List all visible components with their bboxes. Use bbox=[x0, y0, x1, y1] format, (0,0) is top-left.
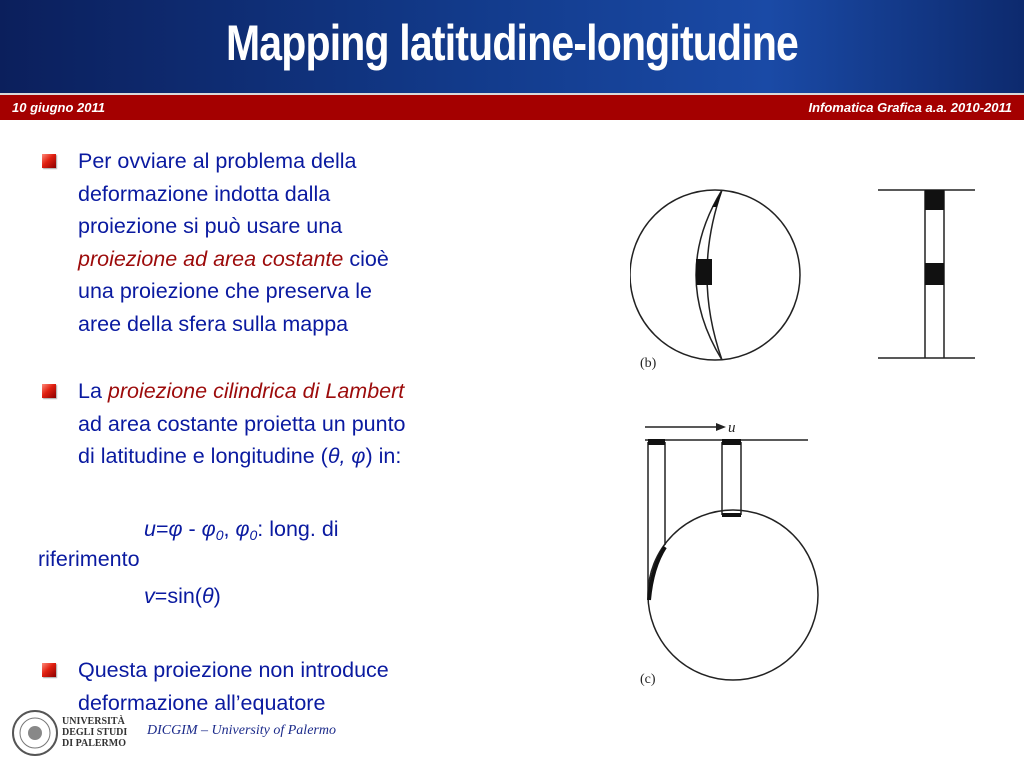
bullet-2-line-3 bbox=[78, 440, 406, 473]
bullet-2-line-1 bbox=[78, 375, 406, 408]
bullet-1-line-1: Per ovviare al problema della bbox=[78, 149, 357, 173]
emphasis-lambert: proiezione cilindrica di Lambert bbox=[107, 379, 405, 403]
subscript-0: 0 bbox=[215, 527, 224, 543]
formula-u bbox=[144, 513, 339, 546]
arrow-head bbox=[716, 423, 726, 431]
strip-c-left-patch bbox=[648, 439, 665, 445]
bullet-square-icon bbox=[42, 154, 56, 168]
department-label: DICGIM – University of Palermo bbox=[147, 723, 336, 738]
var-v: v bbox=[144, 584, 155, 608]
slide-title: Mapping latitudine-longitudine bbox=[225, 15, 799, 71]
bullet-1-line-6: aree della sfera sulla mappa bbox=[78, 311, 349, 336]
formula-u-description: : long. di bbox=[257, 517, 339, 541]
sphere-b-patch bbox=[696, 259, 712, 285]
university-name bbox=[62, 716, 127, 749]
bullet-3-line-2: deformazione all’equatore bbox=[78, 690, 326, 715]
axis-u-label: u bbox=[728, 420, 736, 436]
header-band bbox=[0, 0, 1024, 93]
bullet-1-line-4 bbox=[78, 243, 389, 276]
emphasis-area-costante: proiezione ad area costante bbox=[78, 246, 344, 271]
formula-u-wrap: riferimento bbox=[38, 547, 140, 571]
bullet-text-2 bbox=[78, 375, 406, 473]
bullet-1-line-2: deformazione indotta dalla bbox=[78, 181, 331, 206]
var-phi0: φ bbox=[235, 517, 250, 541]
var-theta: θ bbox=[201, 584, 214, 608]
sphere-b bbox=[630, 190, 800, 360]
equals-sign: = bbox=[155, 517, 169, 541]
equals-sign: = bbox=[154, 584, 168, 608]
bullet-3-line-1: Questa proiezione non introduce bbox=[78, 658, 389, 682]
bullet-1-line-5: una proiezione che preserva le bbox=[78, 279, 373, 303]
logo-line-2: DEGLI STUDI bbox=[62, 727, 128, 738]
bullet-2-prefix: La bbox=[78, 379, 108, 403]
course-label: Infomatica Grafica a.a. 2010-2011 bbox=[808, 100, 1012, 115]
bullet-text-3 bbox=[78, 654, 389, 719]
var-u: u bbox=[144, 517, 156, 541]
bullet-square-icon bbox=[42, 384, 56, 398]
label-c: (c) bbox=[640, 672, 656, 687]
sin-function: sin( bbox=[167, 584, 202, 608]
university-seal-logo bbox=[10, 708, 60, 758]
bullet-square-icon bbox=[42, 663, 56, 677]
label-b: (b) bbox=[640, 356, 657, 371]
comma: , bbox=[223, 517, 236, 541]
minus-sign: - bbox=[182, 517, 202, 541]
subscript-0: 0 bbox=[249, 527, 258, 543]
logo-line-3: DI PALERMO bbox=[62, 738, 126, 749]
info-bar bbox=[0, 93, 1024, 120]
date-label: 10 giugno 2011 bbox=[12, 100, 105, 115]
strip-c-right-patch bbox=[722, 439, 741, 445]
strip-b-patch-mid bbox=[925, 263, 944, 285]
bullet-2-line-2: ad area costante proietta un punto bbox=[78, 411, 406, 436]
var-phi: φ bbox=[168, 517, 183, 541]
projection-c bbox=[645, 427, 818, 680]
logo-line-1: UNIVERSITÀ bbox=[62, 716, 125, 727]
var-phi0: φ bbox=[201, 517, 216, 541]
bullet-1-line-4-rest: cioè bbox=[343, 246, 389, 271]
bullet-2-line-3-pre: di latitudine e longitudine ( bbox=[78, 444, 328, 468]
theta-phi: θ, φ bbox=[327, 444, 366, 468]
bullet-2-line-3-post: ) in: bbox=[365, 444, 402, 468]
close-paren: ) bbox=[213, 584, 221, 608]
strip-b-patch-top bbox=[925, 190, 944, 210]
lambert-projection-figure bbox=[630, 175, 990, 695]
bullet-1-line-3: proiezione si può usare una bbox=[78, 214, 343, 238]
bullet-text-1 bbox=[78, 145, 389, 340]
formula-v bbox=[144, 580, 221, 613]
